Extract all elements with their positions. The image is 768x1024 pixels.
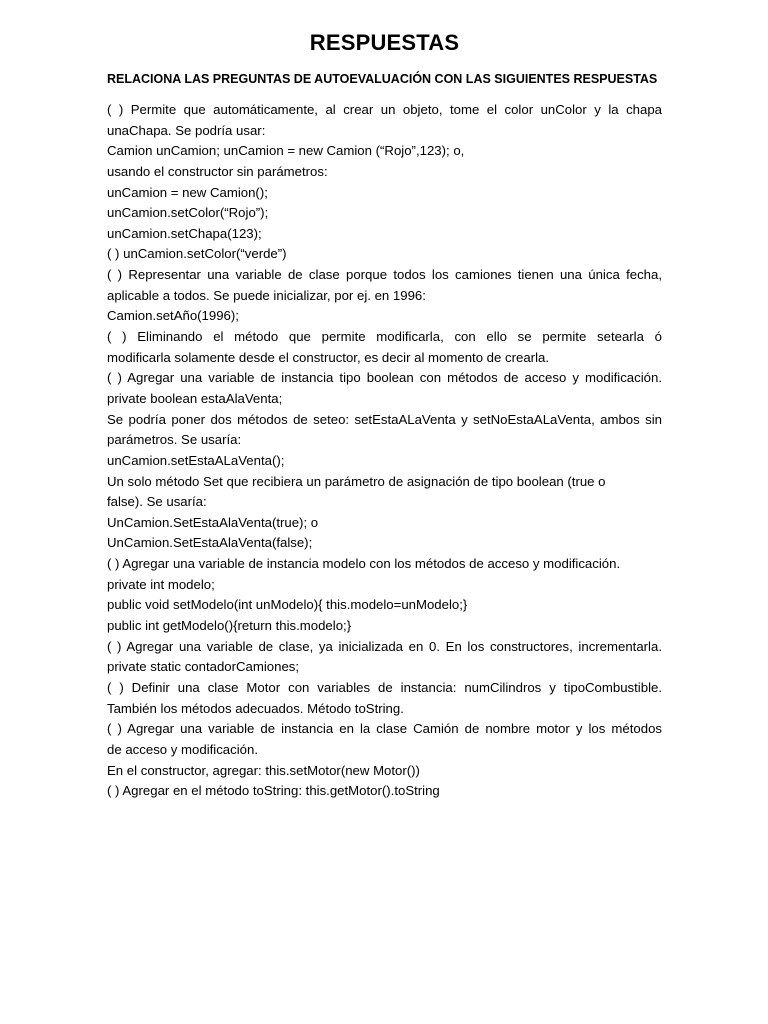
text-line: public void setModelo(int unModelo){ this.modelo=unModelo;} [107, 597, 468, 613]
text-line: aplicable a todos. Se puede inicializar, por ej. en 1996: [107, 287, 426, 303]
page-subtitle: RELACIONA LAS PREGUNTAS DE AUTOEVALUACIÓN CON LAS SIGUIENTES RESPUESTAS [107, 72, 658, 86]
page-title: RESPUESTAS [309, 30, 460, 55]
text-line: public int getModelo(){return this.modelo;} [107, 618, 352, 634]
text-line: unCamion.setEstaALaVenta(); [107, 452, 285, 468]
document-page [107, 28, 662, 802]
text-line: usando el constructor sin parámetros: [107, 163, 328, 179]
text-line: También los métodos adecuados. Método toString. [107, 700, 404, 716]
text-line: ( ) Definir una clase Motor con variables de instancia: numCilindros y tipoCombustible. [107, 679, 662, 695]
text-line: unCamion.setColor(“Rojo”); [107, 205, 269, 221]
text-line: private boolean estaAlaVenta; [107, 390, 283, 406]
text-line: ( ) Eliminando el método que permite modificarla, con ello se permite setearla ó [107, 329, 662, 345]
text-line: ( ) Agregar una variable de clase, ya inicializada en 0. En los constructores, incrementarla. [107, 638, 662, 654]
text-line: UnCamion.SetEstaAlaVenta(false); [107, 535, 313, 551]
text-line: unCamion.setChapa(123); [107, 225, 262, 241]
text-line: ( ) Permite que automáticamente, al crear un objeto, tome el color unColor y la chapa [107, 102, 662, 117]
text-line: UnCamion.SetEstaAlaVenta(true); o [107, 514, 319, 530]
text-line: ( ) unCamion.setColor(“verde”) [107, 246, 287, 262]
text-line: de acceso y modificación. [107, 741, 258, 757]
text-line: En el constructor, agregar: this.setMotor(new Motor()) [107, 762, 420, 778]
text-line: parámetros. Se usaría: [107, 432, 242, 448]
text-line: ( ) Agregar una variable de instancia en la clase Camión de nombre motor y los métodos [107, 721, 662, 737]
text-line: ( ) Representar una variable de clase porque todos los camiones tienen una única fecha, [107, 267, 662, 283]
text-line: unCamion = new Camion(); [107, 184, 268, 200]
answers-body [107, 100, 662, 802]
text-line: Un solo método Set que recibiera un parámetro de asignación de tipo boolean (true o [107, 473, 606, 489]
text-line: ( ) Agregar una variable de instancia modelo con los métodos de acceso y modificación. [107, 556, 621, 572]
text-line: ( ) Agregar una variable de instancia tipo boolean con métodos de acceso y modificación. [107, 370, 662, 386]
text-line: Camion unCamion; unCamion = new Camion (“Rojo”,123); o, [107, 143, 465, 159]
text-line: Camion.setAño(1996); [107, 308, 239, 324]
text-line: false). Se usaría: [107, 494, 207, 510]
text-line: private int modelo; [107, 576, 215, 592]
text-line: unaChapa. Se podría usar: [107, 122, 266, 138]
text-line: Se podría poner dos métodos de seteo: setEstaALaVenta y setNoEstaALaVenta, ambos sin [107, 411, 662, 427]
text-line: ( ) Agregar en el método toString: this.getMotor().toString [107, 783, 440, 799]
text-line: private static contadorCamiones; [107, 659, 300, 675]
text-line: modificarla solamente desde el constructor, es decir al momento de crearla. [107, 349, 549, 365]
